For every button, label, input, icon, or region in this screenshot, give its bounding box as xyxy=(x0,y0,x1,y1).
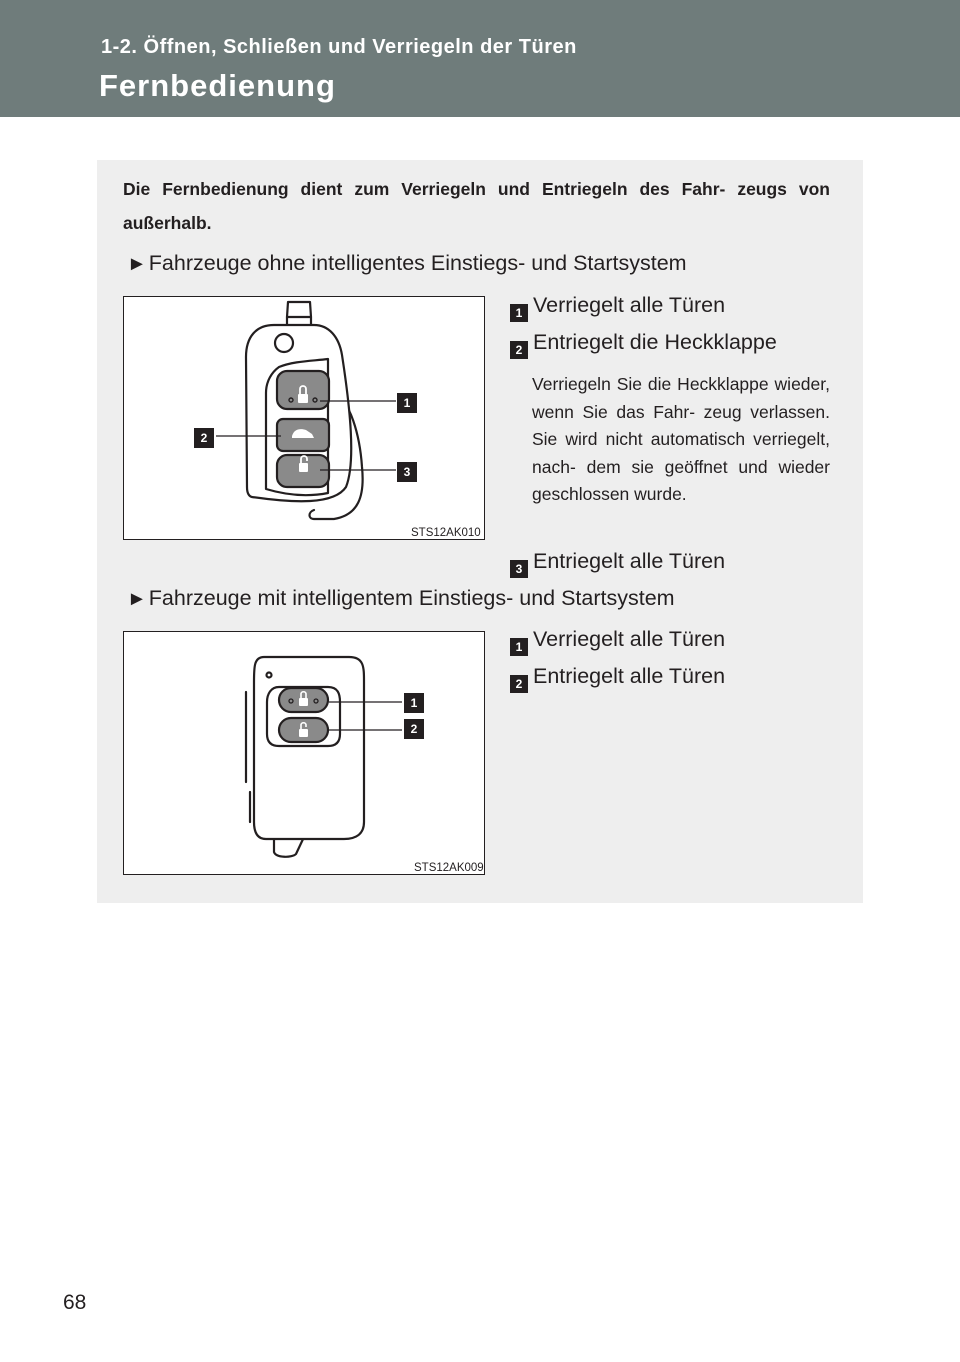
figure-folding-key xyxy=(123,296,485,540)
section-heading-text: Fahrzeuge mit intelligentem Einstiegs- und Startsystem xyxy=(148,586,675,610)
figure-smart-key xyxy=(123,631,485,875)
note-text: Verriegeln Sie die Heckklappe wieder, wenn Sie das Fahr- zeug verlassen. Sie wird nicht automatisch verriegelt, nach- dem sie geöffnet und wieder geschlossen wurde. xyxy=(532,374,830,504)
callout-3: 3 xyxy=(397,462,417,482)
chapter-header xyxy=(0,0,960,117)
item-text: Verriegelt alle Türen xyxy=(533,627,726,651)
figure-code: STS12AK010 xyxy=(411,527,481,539)
smart-key-illustration xyxy=(124,632,486,876)
list-item xyxy=(510,663,725,693)
page-title: Fernbedienung xyxy=(99,68,336,103)
section-heading-text: Fahrzeuge ohne intelligentes Einstiegs- und Startsystem xyxy=(148,251,687,275)
callout-1: 1 xyxy=(397,393,417,413)
section-heading-1 xyxy=(127,250,687,277)
section-heading-2 xyxy=(127,585,675,612)
list-item xyxy=(510,626,725,656)
item-text: Entriegelt alle Türen xyxy=(533,664,726,688)
section-label: 1-2. Öffnen, Schließen und Verriegeln der Türen xyxy=(101,36,577,58)
number-badge: 1 xyxy=(510,638,528,656)
number-badge: 3 xyxy=(510,560,528,578)
number-badge: 2 xyxy=(510,675,528,693)
arrow-right-icon: ► xyxy=(127,253,147,275)
intro-text: Die Fernbedienung dient zum Verriegeln und Entriegeln des Fahr- zeugs von außerhalb. xyxy=(123,179,830,233)
number-badge: 1 xyxy=(510,304,528,322)
folding-key-illustration xyxy=(124,297,486,541)
list-item xyxy=(510,292,725,322)
page-number: 68 xyxy=(63,1291,87,1314)
figure-code: STS12AK009 xyxy=(414,862,484,874)
callout-2: 2 xyxy=(404,719,424,739)
callout-2: 2 xyxy=(194,428,214,448)
callout-1: 1 xyxy=(404,693,424,713)
item-text: Entriegelt alle Türen xyxy=(533,549,726,573)
item-text: Entriegelt die Heckklappe xyxy=(533,330,777,354)
item-text: Verriegelt alle Türen xyxy=(533,293,726,317)
list-item xyxy=(510,329,777,359)
arrow-right-icon: ► xyxy=(127,588,147,610)
list-item xyxy=(510,548,725,578)
number-badge: 2 xyxy=(510,341,528,359)
